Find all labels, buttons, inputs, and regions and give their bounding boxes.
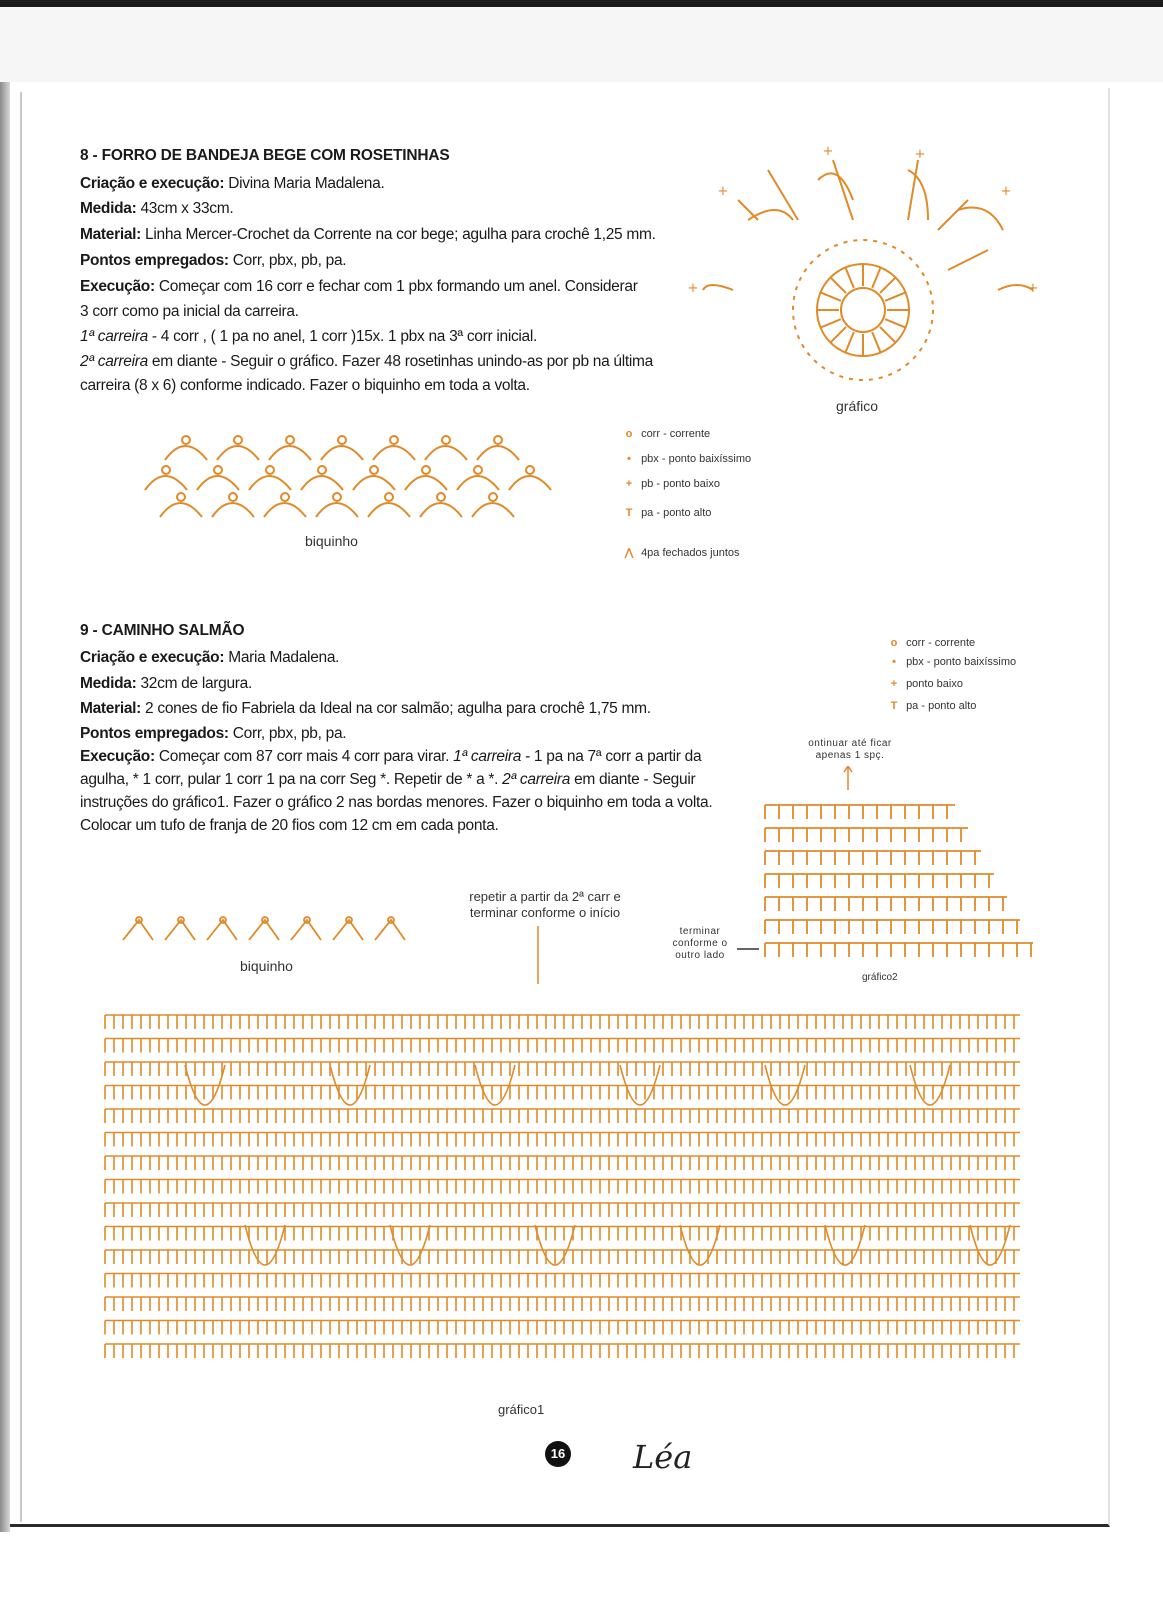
legend-slip-stitch: • pbx - ponto baixíssimo bbox=[627, 453, 752, 465]
section-8-title: 8 - FORRO DE BANDEJA BEGE COM ROSETINHAS bbox=[80, 147, 450, 164]
s9-edging-chart bbox=[113, 912, 423, 952]
scan-margin bbox=[0, 7, 1163, 82]
legend-double-crochet: T pa - ponto alto bbox=[625, 507, 712, 519]
s8-edging-caption: biquinho bbox=[305, 533, 358, 549]
legend9-single-crochet: + ponto baixo bbox=[890, 678, 963, 690]
binding-shadow bbox=[0, 82, 10, 1532]
s8-measure: Medida: 43cm x 33cm. bbox=[80, 200, 234, 217]
note-repeat: repetir a partir da 2ª carr e terminar conforme o início bbox=[469, 889, 621, 920]
legend9-chain: o corr - corrente bbox=[890, 637, 976, 649]
s9-exec-line2: agulha, * 1 corr, pular 1 corr 1 pa na corr Seg *. Repetir de * a *. 2ª carreira em diante - Seguir bbox=[80, 771, 696, 788]
svg-text:+: + bbox=[1027, 281, 1039, 296]
s8-exec-line2: 3 corr como pa inicial da carreira. bbox=[80, 303, 299, 320]
chart2-caption: gráfico2 bbox=[862, 972, 898, 983]
s8-edging-chart bbox=[135, 425, 565, 535]
legend9-double-crochet: T pa - ponto alto bbox=[890, 700, 977, 712]
s8-row1: 1ª carreira - 4 corr , ( 1 pa no anel, 1 corr )15x. 1 pbx na 3ª corr inicial. bbox=[80, 328, 538, 345]
s9-stitches: Pontos empregados: Corr, pbx, pb, pa. bbox=[80, 725, 347, 742]
s8-exec: Execução: Começar com 16 corr e fechar com 1 pbx formando um anel. Considerar bbox=[80, 278, 638, 295]
legend-chain: o corr - corrente bbox=[625, 428, 711, 440]
page-number: 16 bbox=[545, 1441, 571, 1467]
svg-text:+: + bbox=[1000, 184, 1012, 199]
chart1-caption: gráfico1 bbox=[498, 1402, 545, 1417]
signature-logo: Léa bbox=[633, 1438, 693, 1476]
s9-exec-line4: Colocar um tufo de franja de 20 fios com 12 cm em cada ponta. bbox=[80, 817, 499, 834]
chart1 bbox=[100, 1005, 1030, 1375]
note-finish-arrow bbox=[737, 947, 759, 951]
legend-single-crochet: + pb - ponto baixo bbox=[625, 478, 720, 490]
svg-text:+: + bbox=[914, 147, 926, 162]
note-continue: ontinuar até ficar apenas 1 spç. bbox=[808, 738, 892, 761]
svg-text:+: + bbox=[688, 281, 699, 296]
s8-stitches: Pontos empregados: Corr, pbx, pb, pa. bbox=[80, 252, 347, 269]
top-rule bbox=[0, 0, 1163, 7]
s8-creation: Criação e execução: Divina Maria Madalena. bbox=[80, 175, 385, 192]
s9-edging-caption: biquinho bbox=[240, 958, 293, 974]
note-finish: terminar conforme o outro lado bbox=[672, 926, 728, 961]
s9-measure: Medida: 32cm de largura. bbox=[80, 675, 252, 692]
s9-creation: Criação e execução: Maria Madalena. bbox=[80, 649, 340, 666]
section-9-title: 9 - CAMINHO SALMÃO bbox=[80, 622, 245, 639]
legend-4dc-together: ⋀ 4pa fechados juntos bbox=[624, 547, 740, 559]
note-repeat-arrow bbox=[533, 926, 543, 984]
s9-exec: Execução: Começar com 87 corr mais 4 corr para virar. 1ª carreira - 1 pa na 7ª corr a partir da bbox=[80, 748, 702, 765]
note-continue-arrow bbox=[843, 766, 853, 790]
rosette-chart-caption: gráfico bbox=[836, 398, 879, 414]
s8-row2-line2: carreira (8 x 6) conforme indicado. Fazer o biquinho em toda a volta. bbox=[80, 377, 530, 394]
chart2 bbox=[760, 795, 1045, 970]
s8-material: Material: Linha Mercer-Crochet da Corrente na cor bege; agulha para crochê 1,25 mm. bbox=[80, 226, 656, 243]
s9-exec-line3: instruções do gráfico1. Fazer o gráfico 2 nas bordas menores. Fazer o biquinho em toda a volta. bbox=[80, 794, 713, 811]
svg-text:+: + bbox=[717, 184, 729, 199]
svg-text:+: + bbox=[822, 144, 834, 159]
legend9-slip-stitch: • pbx - ponto baixíssimo bbox=[892, 656, 1017, 668]
s8-row2: 2ª carreira em diante - Seguir o gráfico. Fazer 48 rosetinhas unindo-as por pb na última bbox=[80, 353, 653, 370]
s9-material: Material: 2 cones de fio Fabriela da Ideal na cor salmão; agulha para crochê 1,75 mm. bbox=[80, 700, 651, 717]
rosette-chart bbox=[688, 140, 1048, 385]
